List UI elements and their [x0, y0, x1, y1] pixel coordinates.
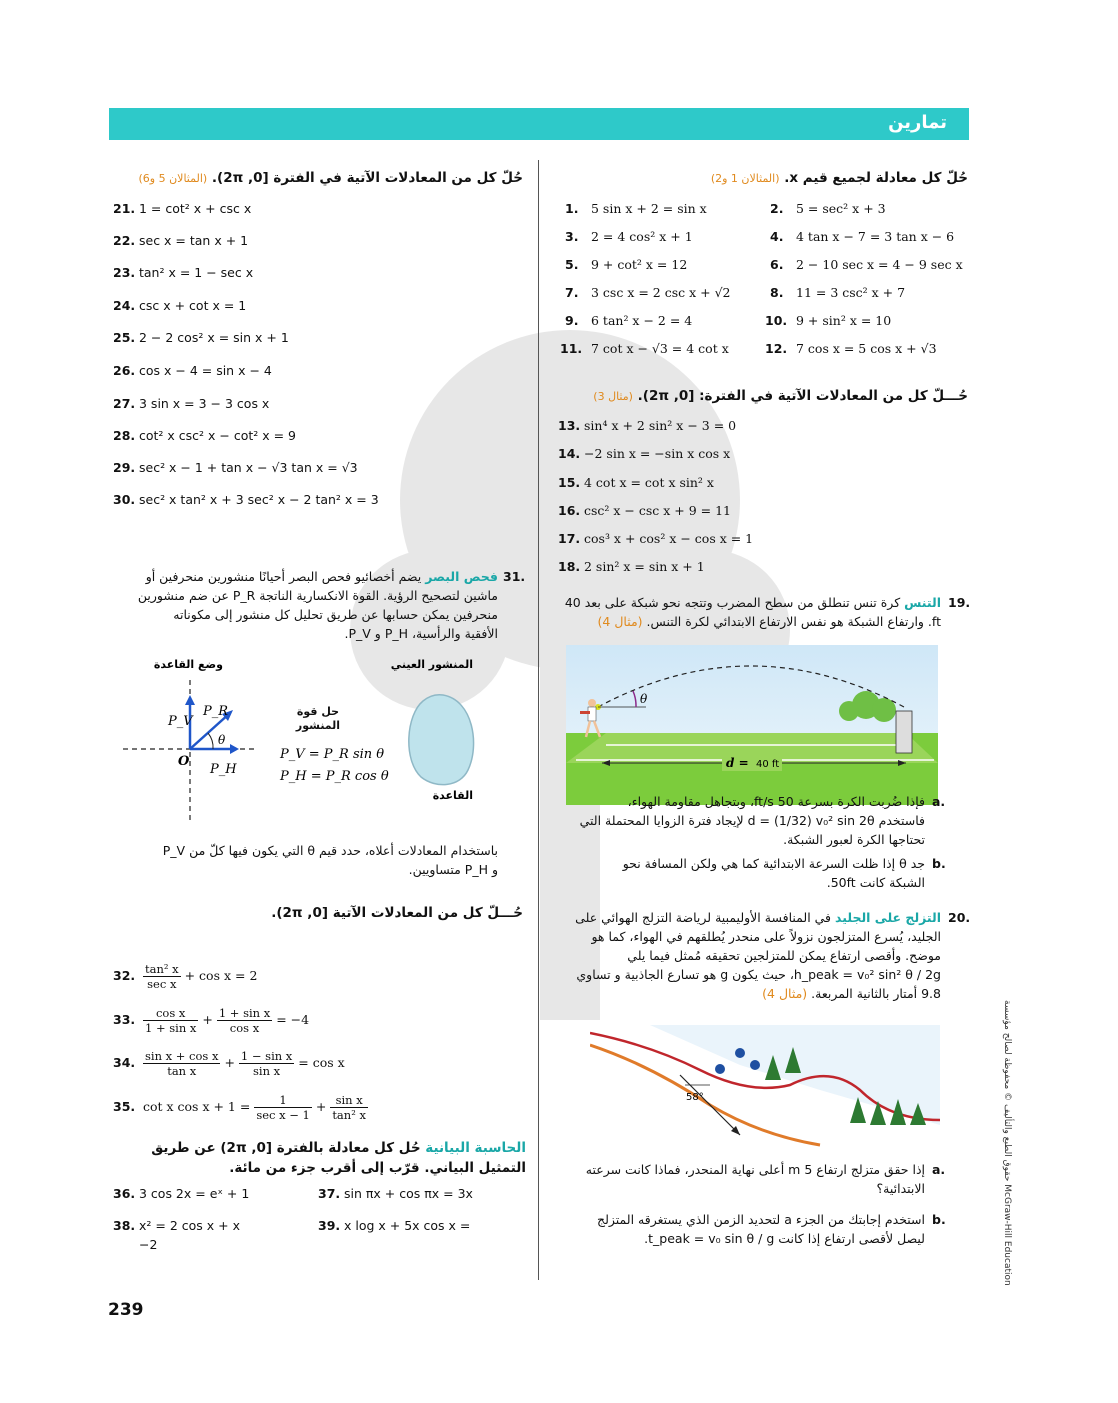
exercise-34: 34. $\frac{\text{sin x + cos x}}{\text{tan x}}$ + $\frac{\text{1 − sin x}}{\text{sin x}}$ = cos x [113, 1049, 345, 1078]
exercise-38: 38. x² = 2 cos x + x [113, 1218, 240, 1233]
problem-31-text: فحص البصر يضم أخصائيو فحص البصر أحيانًا منشورين منحرفين أو ماشين لتصحيح الرؤية. القوة الانكسارية الناتجة P_R عن ضم منشورين منحرفين يمكن حسابها عن طريق تحليل كل منشور إلى مكوناته الأفقية والرأسية، P_H و P_V. [137, 569, 498, 641]
exercise-1: 1. 5 sin x + 2 = sin x [565, 201, 707, 216]
exercise-39: 39. x log x + 5x cos x = [318, 1218, 471, 1233]
exercise-23: 23. tan² x = 1 − sec x [113, 265, 254, 280]
theta-label: θ [640, 692, 648, 706]
exercise-17: 17. cos³ x + cos² x − cos x = 1 [558, 531, 754, 546]
problem-19a-label: a. [932, 794, 946, 809]
exercise-13: 13. sin⁴ x + 2 sin² x − 3 = 0 [558, 418, 737, 433]
pr-vector-label: P_R [203, 704, 229, 719]
exercise-33: 33. $\frac{\text{cos x}}{\text{1 + sin x}}$ + $\frac{\text{1 + sin x}}{\text{cos x}}$ = −4 [113, 1006, 310, 1035]
right-section2-header: حُـــلّ كل من المعادلات الآتية في الفترة: [0, 2π). (مثال 3) [593, 388, 968, 404]
exercise-3: 3. 2 = 4 cos² x + 1 [565, 229, 693, 244]
base-position-label: وضع القاعدة [153, 658, 223, 671]
exercise-18: 18. 2 sin² x = sin x + 1 [558, 559, 705, 574]
exercise-6: 6. 2 − 10 sec x = 4 − 9 sec x [770, 257, 963, 272]
right-section1-header: حُلّ كل معادلة لجميع قيم x. (المثالان 1 و2) [710, 170, 968, 186]
exercise-8: 8. 11 = 3 csc² x + 7 [770, 285, 906, 300]
origin-label: O [178, 754, 190, 769]
exercise-21: 21. 1 = cot² x + csc x [113, 201, 252, 216]
ph-equation: P_H = P_R cos θ [280, 769, 389, 784]
problem-31-question: باستخدام المعادلات أعلاه، حدد قيم θ التي يكون فيها كلّ من P_V و P_H متساويين. [162, 843, 498, 877]
problem-20a-label: a. [932, 1162, 946, 1177]
prism-label: المنشور العيني [390, 658, 473, 671]
solve-prism-label: حل قوة المنشور [295, 705, 341, 732]
exercise-29: 29. sec² x − 1 + tan x − √3 tan x = √3 [113, 460, 358, 475]
exercise-9: 9. 6 tan² x − 2 = 4 [565, 313, 693, 328]
exercise-37: 37. sin πx + cos πx = 3x [318, 1186, 473, 1201]
ski-jump-figure [590, 1025, 940, 1147]
problem-19-number: 19. [948, 595, 971, 610]
exercise-35: 35. cot x cos x + 1 = $\frac{1}{\text{sec x − 1}}$ + $\frac{\text{sin x}}{\text{tan² x}}$ [113, 1093, 366, 1122]
copyright-side-note: حقوق الطبع والتأليف © محفوظة لصالح مؤسسة McGraw-Hill Education [1002, 1000, 1012, 1286]
left-section2-header: حُـــلّ كل من المعادلات الآتية [0, 2π). [271, 905, 523, 921]
exercise-36: 36. 3 cos 2x = eˣ + 1 [113, 1186, 250, 1201]
exercise-16: 16. csc² x − csc x + 9 = 11 [558, 503, 732, 518]
exercise-4: 4. 4 tan x − 7 = 3 tan x − 6 [770, 229, 955, 244]
problem-19b-label: b. [932, 856, 946, 871]
problem-20a-text: إذا حقق متزلج ارتفاع 5 m أعلى نهاية المنحدر، فماذا كانت سرعته الابتدائية؟ [585, 1162, 925, 1196]
d-label: d = [726, 756, 749, 770]
problem-20b-label: b. [932, 1212, 946, 1227]
exercise-30: 30. sec² x tan² x + 3 sec² x − 2 tan² x = 3 [113, 492, 379, 507]
d-value: 40 ft [756, 759, 780, 770]
exercise-27: 27. 3 sin x = 3 − 3 cos x [113, 396, 270, 411]
exercise-12: 12. 7 cos x = 5 cos x + √3 [765, 341, 937, 356]
exercise-10: 10. 9 + sin² x = 10 [765, 313, 892, 328]
problem-20-text: التزلج على الجليد في المنافسة الأوليمبية لرياضة التزلج الهوائي على الجليد، يُسرع المتزلجون نزولاً على منحدر يُطلقهم في الهواء، كما هو موضح. وأقصى ارتفاع يمكن للمتزلجين تحقيقه مُمثل فيما يلي h_peak = v₀² sin² θ / 2g، حيث يكون g هو تسارع الجاذبية و تساوي 9.8 أمتار بالثانية المربعة. (مثال 4) [575, 910, 941, 1001]
left-section1-header: حُلّ كل من المعادلات الآتية في الفترة [0, 2π). (المثالان 5 و6) [138, 170, 523, 186]
tennis-figure [566, 645, 938, 805]
problem-20b-text: استخدم إجابتك من الجزء a لتحديد الزمن الذي يستغرقه المتزلج ليصل لأقصى ارتفاع إذا كانت t_peak = v₀ sin θ / g. [597, 1212, 925, 1246]
exercise-38-continuation: −2 [139, 1237, 158, 1252]
problem-19a-text: فإذا ضُربت الكرة بسرعة 50 ft/s، وبتجاهل مقاومة الهواء، فاستخدم d = (1/32) v₀² sin 2θ لإيجاد فترة الزوايا المحتملة التي تحتاجها الكرة لعبور الشبكة. [579, 794, 925, 847]
prism-base-label: القاعدة [432, 789, 473, 802]
exercise-28: 28. cot² x csc² x − cot² x = 9 [113, 428, 297, 443]
prism-lens [409, 695, 474, 785]
graphing-calculator-instructions: الحاسبة البيانية حُل كل معادلة بالفترة [0, 2π) عن طريق التمثيل البياني. قرّب إلى أقرب جزء من مائة. [151, 1140, 526, 1176]
problem-31-number: 31. [503, 569, 526, 584]
column-divider [538, 160, 539, 1280]
angle-label: 58° [686, 1092, 704, 1103]
exercise-5: 5. 9 + cot² x = 12 [565, 257, 688, 272]
page-number: 239 [108, 1300, 144, 1320]
pv-vector-label: P_V [168, 714, 193, 729]
exercise-24: 24. csc x + cot x = 1 [113, 298, 247, 313]
exercise-7: 7. 3 csc x = 2 csc x + √2 [565, 285, 731, 300]
exercises-banner [109, 108, 969, 140]
exercise-15: 15. 4 cot x = cot x sin² x [558, 475, 714, 490]
exercise-26: 26. cos x − 4 = sin x − 4 [113, 363, 272, 378]
pv-equation: P_V = P_R sin θ [280, 747, 385, 762]
problem-19b-text: جد θ إذا ظلت السرعة الابتدائية كما هي ولكن المسافة نحو الشبكة كانت 50ft. [622, 856, 925, 890]
exercise-25: 25. 2 − 2 cos² x = sin x + 1 [113, 330, 289, 345]
exercise-22: 22. sec x = tan x + 1 [113, 233, 249, 248]
exercise-14: 14. −2 sin x = −sin x cos x [558, 446, 731, 461]
exercise-2: 2. 5 = sec² x + 3 [770, 201, 886, 216]
problem-20-number: 20. [948, 910, 971, 925]
exercise-32: 32. $\frac{\text{tan² x}}{\text{sec x}}$ + cos x = 2 [113, 962, 258, 991]
ph-vector-label: P_H [210, 762, 237, 777]
problem-19-text: التنس كرة تنس تنطلق من سطح المضرب وتتجه نحو شبكة على بعد 40 ft. وارتفاع الشبكة هو نفس الارتفاع الابتدائي لكرة التنس. (مثال 4) [564, 595, 941, 629]
net [896, 711, 912, 753]
exercise-11: 11. 7 cot x − √3 = 4 cot x [560, 341, 729, 356]
theta-angle-label: θ [218, 733, 226, 747]
banner-title: تمارين [888, 112, 947, 133]
prism-figure [118, 655, 488, 825]
